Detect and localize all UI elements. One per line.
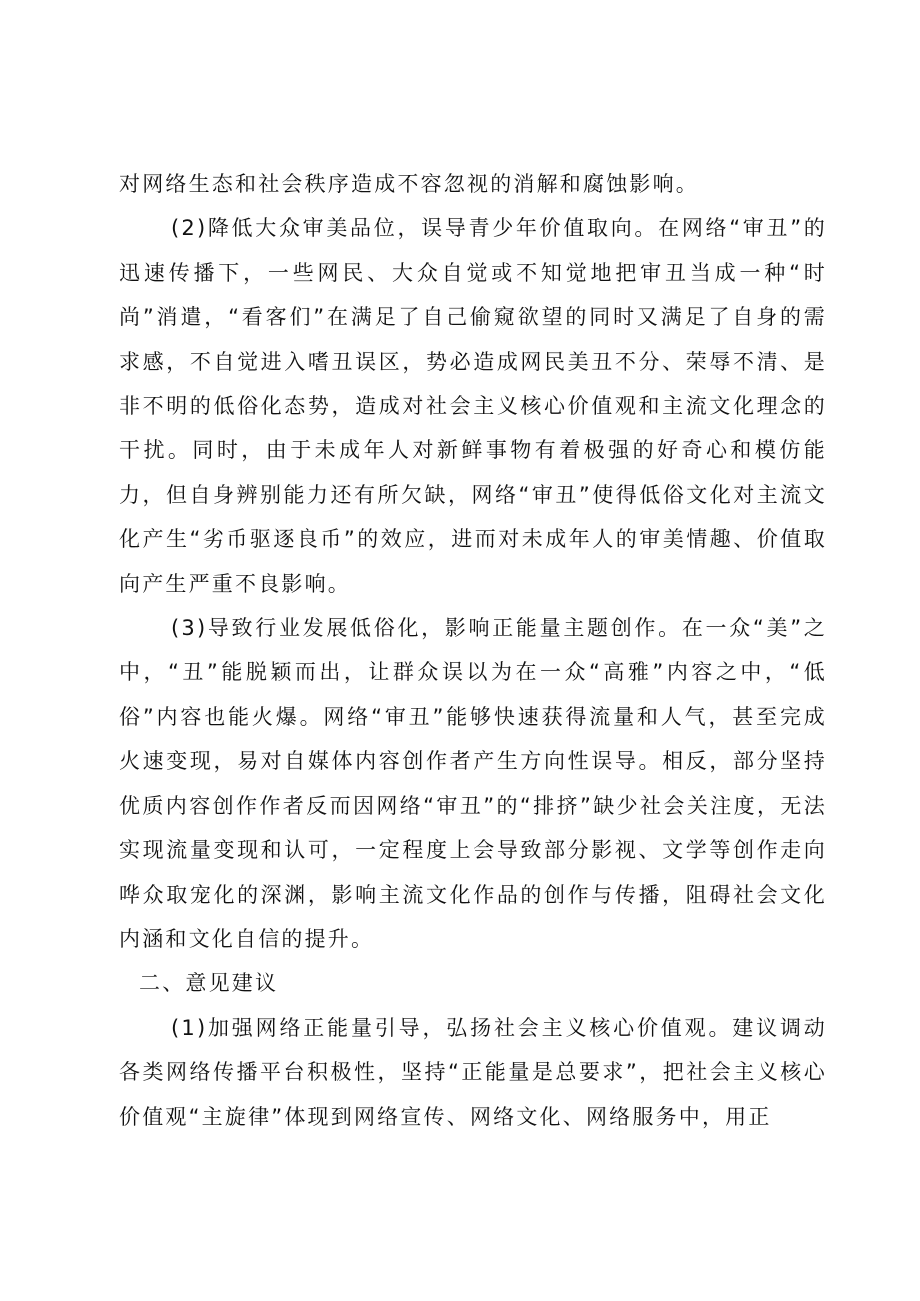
paragraph-point-3: (3)导致行业发展低俗化，影响正能量主题创作。在一众“美”之中，“丑”能脱颖而出，让群众误以为在一众“高雅”内容之中，“低俗”内容也能火爆。网络“审丑”能够快速获得流量和人气，甚至完成火速变现，易对自媒体内容创作者产生方向性误导。相反，部分坚持优质内容创作作者反而因网络“审丑”的“排挤”缺少社会关注度，无法实现流量变现和认可，一定程度上会导致部分影视、文学等创作走向哗众取宠化的深渊，影响主流文化作品的创作与传播，阻碍社会文化内涵和文化自信的提升。 — [119, 616, 827, 951]
paragraph-suggestion-1: (1)加强网络正能量引导，弘扬社会主义核心价值观。建议调动各类网络传播平台积极性，坚持“正能量是总要求”，把社会主义核心价值观“主旋律”体现到网络宣传、网络文化、网络服务中，用正 — [119, 1015, 827, 1129]
paragraph-continuation: 对网络生态和社会秩序造成不容忽视的消解和腐蚀影响。 — [119, 172, 699, 196]
document-body — [119, 162, 827, 1139]
section-heading: 二、意见建议 — [139, 971, 279, 996]
paragraph-point-2: (2)降低大众审美品位，误导青少年价值取向。在网络“审丑”的迅速传播下，一些网民、大众自觉或不知觉地把审丑当成一种“时尚”消遣，“看客们”在满足了自己偷窥欲望的同时又满足了自身的需求感，不自觉进入嗜丑误区，势必造成网民美丑不分、荣辱不清、是非不明的低俗化态势，造成对社会主义核心价值观和主流文化理念的干扰。同时，由于未成年人对新鲜事物有着极强的好奇心和模仿能力，但自身辨别能力还有所欠缺，网络“审丑”使得低俗文化对主流文化产生“劣币驱逐良币”的效应，进而对未成年人的审美情趣、价值取向产生严重不良影响。 — [119, 216, 827, 596]
